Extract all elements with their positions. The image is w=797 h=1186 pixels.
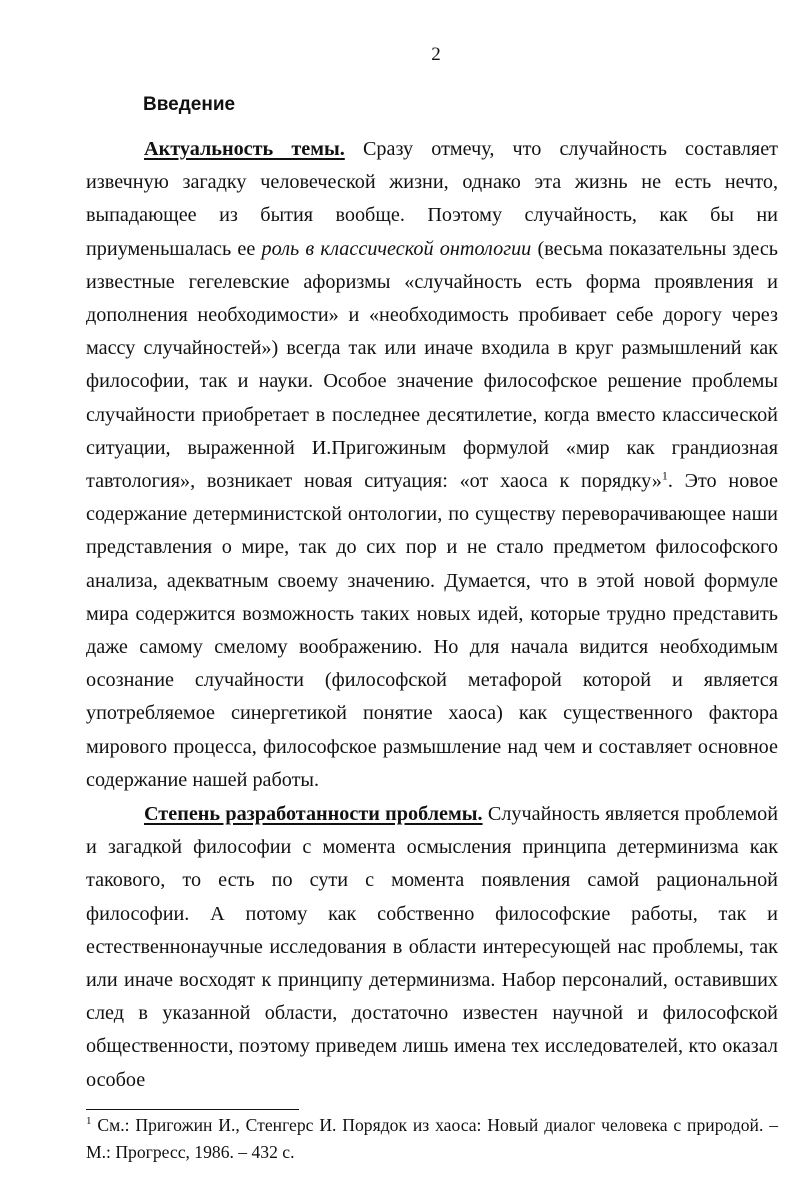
paragraph-lead-relevance: Актуальность темы.	[144, 138, 345, 160]
footnote-divider	[86, 1109, 299, 1110]
paragraph-lead-research-degree: Степень разработанности проблемы.	[144, 803, 483, 825]
paragraph-research-degree	[86, 798, 778, 1097]
footnote-text: См.: Пригожин И., Стенгерс И. Порядок из хаоса: Новый диалог человека с природой. – М.: Прогресс, 1986. – 432 с.	[86, 1115, 778, 1162]
paragraph-relevance	[86, 133, 778, 797]
footnote-marker: 1	[86, 1115, 92, 1128]
section-heading: Введение	[143, 94, 236, 115]
italic-phrase: роль в классической онтологии	[261, 237, 532, 260]
paragraph-text: (весьма показательны здесь известные гегелевские афоризмы «случайность есть форма проявления и дополнения необходимости» и «необходимость пробивает себе дорогу через массу случайностей») всегда так или иначе входила в круг размышлений как философии, так и науки. Особое значение философское решение проблемы случайности приобретает в последнее десятилетие, когда вместо классической ситуации, выраженной И.Пригожиным формулой «мир как грандиозная тавтология», возникает новая ситуация: «от хаоса к порядку»	[86, 237, 779, 493]
page-number: 2	[431, 44, 441, 65]
paragraph-text: . Это новое содержание детерминистской онтологии, по существу переворачивающее наши представления о мире, так до сих пор и не стало предметом философского анализа, адекватным своему значению. Думается, что в этой новой формуле мира содержится возможность таких новых идей, которые трудно представить даже самому смелому воображению. Но для начала видится необходимым осознание случайности (философской метафорой которой и является употребляемое синергетикой понятие хаоса) как существенного фактора мирового процесса, философское размышление над чем и составляет основное содержание нашей работы.	[86, 470, 778, 791]
paragraph-text: Сразу отмечу, что случайность составляет извечную загадку человеческой жизни, однако эта жизнь не есть нечто, выпадающее из бытия вообще. Поэтому случайность, как бы ни приуменьшалась ее	[86, 138, 778, 260]
footnote-reference[interactable]: 1	[661, 468, 668, 483]
paragraph-text: Случайность является проблемой и загадкой философии с момента осмысления принципа детерминизма как такового, то есть по сути с момента появления самой рациональной философии. А потому как собственно философские работы, так и естественнонаучные исследования в области интересующей нас проблемы, так или иначе восходят к принципу детерминизма. Набор персоналий, оставивших след в указанной области, достаточно известен научной и философской общественности, поэтому приведем лишь имена тех исследователей, кто оказал особое	[86, 803, 779, 1091]
footnote	[86, 1112, 778, 1166]
